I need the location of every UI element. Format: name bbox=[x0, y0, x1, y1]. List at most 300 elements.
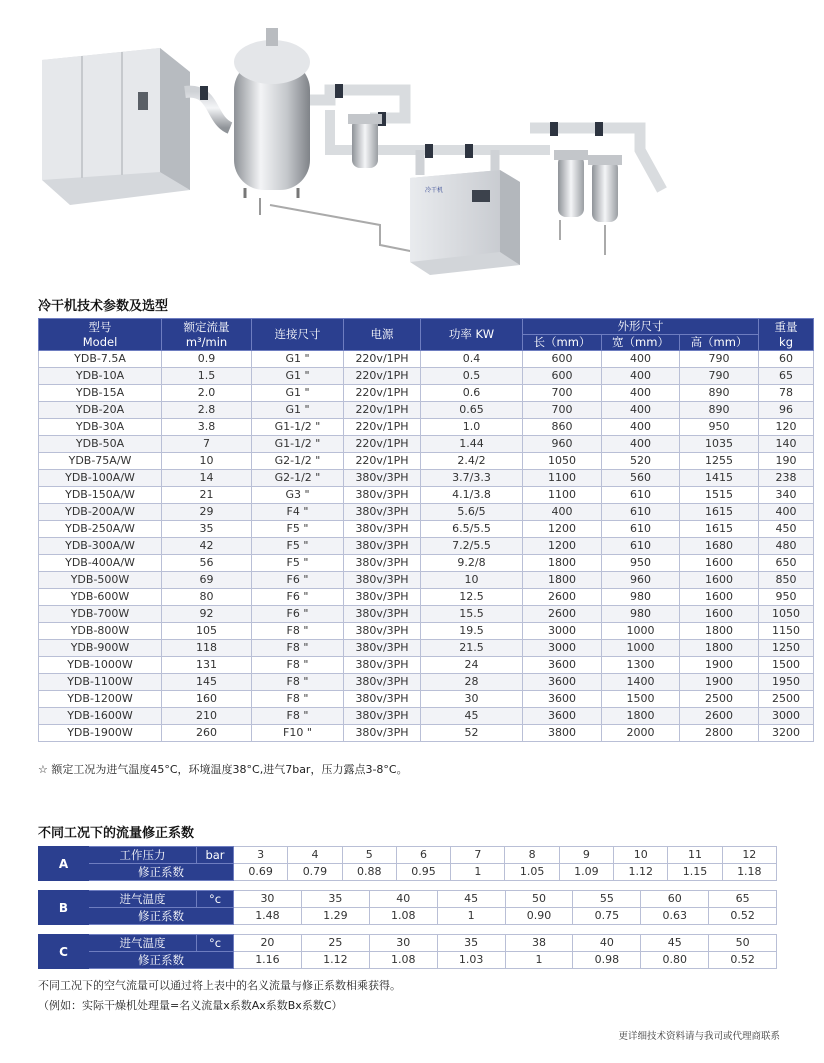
table-a-factor: 1.15 bbox=[668, 864, 722, 881]
system-illustration bbox=[0, 0, 824, 285]
cell-weight: 96 bbox=[759, 402, 814, 419]
cell-model: YDB-300A/W bbox=[39, 538, 162, 555]
cell-width: 520 bbox=[602, 453, 680, 470]
cell-flow: 145 bbox=[162, 674, 252, 691]
cell-flow: 2.8 bbox=[162, 402, 252, 419]
cell-weight: 400 bbox=[759, 504, 814, 521]
cell-model: YDB-30A bbox=[39, 419, 162, 436]
table-a-param: 11 bbox=[668, 847, 722, 864]
table-c-param: 35 bbox=[437, 935, 505, 952]
cell-power-source: 220v/1PH bbox=[344, 436, 421, 453]
cell-height: 890 bbox=[680, 402, 759, 419]
table-c-param-label: 进气温度 bbox=[89, 935, 197, 952]
cell-power: 19.5 bbox=[421, 623, 523, 640]
cell-power: 4.1/3.8 bbox=[421, 487, 523, 504]
cell-power: 45 bbox=[421, 708, 523, 725]
cell-power-source: 380v/3PH bbox=[344, 606, 421, 623]
cell-flow: 14 bbox=[162, 470, 252, 487]
cell-power: 10 bbox=[421, 572, 523, 589]
table-b-unit: °c bbox=[197, 891, 234, 908]
cell-height: 2500 bbox=[680, 691, 759, 708]
cell-flow: 105 bbox=[162, 623, 252, 640]
cell-height: 1800 bbox=[680, 623, 759, 640]
cell-length: 1800 bbox=[523, 572, 602, 589]
cell-power: 24 bbox=[421, 657, 523, 674]
cell-power: 30 bbox=[421, 691, 523, 708]
cell-width: 610 bbox=[602, 521, 680, 538]
table-row bbox=[39, 606, 814, 623]
cell-model: YDB-900W bbox=[39, 640, 162, 657]
cell-length: 2600 bbox=[523, 589, 602, 606]
cell-length: 1100 bbox=[523, 470, 602, 487]
cell-connection: G1 " bbox=[252, 402, 344, 419]
cell-flow: 0.9 bbox=[162, 351, 252, 368]
cell-length: 3600 bbox=[523, 708, 602, 725]
cell-power-source: 220v/1PH bbox=[344, 402, 421, 419]
cell-connection: G1-1/2 " bbox=[252, 419, 344, 436]
cell-power-source: 220v/1PH bbox=[344, 351, 421, 368]
cell-flow: 160 bbox=[162, 691, 252, 708]
table-row bbox=[39, 640, 814, 657]
cell-length: 600 bbox=[523, 351, 602, 368]
cell-width: 400 bbox=[602, 351, 680, 368]
table-a-factor: 0.69 bbox=[234, 864, 288, 881]
cell-power-source: 220v/1PH bbox=[344, 453, 421, 470]
table-c-factor: 1.12 bbox=[301, 952, 369, 969]
cell-flow: 42 bbox=[162, 538, 252, 555]
table-b-factor: 1.48 bbox=[234, 908, 302, 925]
cell-model: YDB-100A/W bbox=[39, 470, 162, 487]
cell-power: 2.4/2 bbox=[421, 453, 523, 470]
cell-flow: 69 bbox=[162, 572, 252, 589]
cell-width: 610 bbox=[602, 487, 680, 504]
cell-power: 9.2/8 bbox=[421, 555, 523, 572]
cell-flow: 1.5 bbox=[162, 368, 252, 385]
cell-flow: 35 bbox=[162, 521, 252, 538]
table-row bbox=[39, 453, 814, 470]
cell-connection: F5 " bbox=[252, 538, 344, 555]
table-row bbox=[39, 470, 814, 487]
cell-power-source: 380v/3PH bbox=[344, 521, 421, 538]
cell-model: YDB-500W bbox=[39, 572, 162, 589]
table-b-param-label: 进气温度 bbox=[89, 891, 197, 908]
cell-height: 1515 bbox=[680, 487, 759, 504]
cell-length: 3600 bbox=[523, 674, 602, 691]
header-weight-unit: kg bbox=[779, 334, 794, 349]
cell-flow: 131 bbox=[162, 657, 252, 674]
air-compressor bbox=[42, 48, 190, 205]
cell-length: 960 bbox=[523, 436, 602, 453]
correction-table-b bbox=[38, 890, 777, 925]
cell-weight: 65 bbox=[759, 368, 814, 385]
table-a-factor: 1.12 bbox=[614, 864, 668, 881]
cell-power-source: 380v/3PH bbox=[344, 725, 421, 742]
header-model-en: Model bbox=[82, 334, 118, 349]
cell-model: YDB-1000W bbox=[39, 657, 162, 674]
table-b-param: 40 bbox=[369, 891, 437, 908]
cell-power-source: 220v/1PH bbox=[344, 419, 421, 436]
cell-power: 0.4 bbox=[421, 351, 523, 368]
cell-weight: 650 bbox=[759, 555, 814, 572]
table-row bbox=[39, 538, 814, 555]
table-c-param: 30 bbox=[369, 935, 437, 952]
cell-power: 5.6/5 bbox=[421, 504, 523, 521]
cell-weight: 3000 bbox=[759, 708, 814, 725]
cell-power-source: 380v/3PH bbox=[344, 623, 421, 640]
cell-connection: F6 " bbox=[252, 606, 344, 623]
cell-height: 1600 bbox=[680, 606, 759, 623]
table-b-factor: 1 bbox=[437, 908, 505, 925]
correction-table-c bbox=[38, 934, 777, 969]
cell-weight: 480 bbox=[759, 538, 814, 555]
cell-length: 1200 bbox=[523, 521, 602, 538]
table-a-param: 8 bbox=[505, 847, 559, 864]
spec-body bbox=[39, 351, 814, 742]
cell-weight: 950 bbox=[759, 589, 814, 606]
cell-connection: F4 " bbox=[252, 504, 344, 521]
cell-weight: 450 bbox=[759, 521, 814, 538]
cell-flow: 2.0 bbox=[162, 385, 252, 402]
cell-height: 1615 bbox=[680, 504, 759, 521]
table-b-param: 50 bbox=[505, 891, 573, 908]
table-a-param: 5 bbox=[342, 847, 396, 864]
cell-flow: 80 bbox=[162, 589, 252, 606]
cell-height: 950 bbox=[680, 419, 759, 436]
header-weight bbox=[759, 319, 814, 351]
cell-width: 1400 bbox=[602, 674, 680, 691]
table-b-param: 55 bbox=[573, 891, 641, 908]
cell-model: YDB-150A/W bbox=[39, 487, 162, 504]
header-width: 宽（mm） bbox=[602, 335, 680, 351]
cell-power: 28 bbox=[421, 674, 523, 691]
header-model-cn: 型号 bbox=[88, 319, 112, 334]
table-row bbox=[39, 504, 814, 521]
cell-weight: 1050 bbox=[759, 606, 814, 623]
table-row bbox=[39, 708, 814, 725]
table-a-factor-label: 修正系数 bbox=[89, 864, 234, 881]
header-length: 长（mm） bbox=[523, 335, 602, 351]
cell-power-source: 380v/3PH bbox=[344, 538, 421, 555]
table-a-param: 4 bbox=[288, 847, 342, 864]
cell-height: 890 bbox=[680, 385, 759, 402]
table-row bbox=[39, 351, 814, 368]
table-c-factor: 0.52 bbox=[709, 952, 777, 969]
cell-connection: G1 " bbox=[252, 351, 344, 368]
cell-power-source: 380v/3PH bbox=[344, 470, 421, 487]
cell-power-source: 380v/3PH bbox=[344, 691, 421, 708]
cell-power-source: 380v/3PH bbox=[344, 674, 421, 691]
table-a-param: 12 bbox=[722, 847, 776, 864]
cell-length: 3600 bbox=[523, 657, 602, 674]
header-power: 功率 KW bbox=[421, 319, 523, 351]
table-a-factor: 1.18 bbox=[722, 864, 776, 881]
table-row bbox=[39, 589, 814, 606]
cell-power-source: 380v/3PH bbox=[344, 504, 421, 521]
cell-flow: 10 bbox=[162, 453, 252, 470]
cell-model: YDB-75A/W bbox=[39, 453, 162, 470]
table-a-letter: A bbox=[39, 847, 89, 881]
cell-weight: 190 bbox=[759, 453, 814, 470]
cell-model: YDB-200A/W bbox=[39, 504, 162, 521]
header-height: 高（mm） bbox=[680, 335, 759, 351]
cell-length: 600 bbox=[523, 368, 602, 385]
table-c-factor: 1 bbox=[505, 952, 573, 969]
spec-table bbox=[38, 318, 814, 742]
cell-model: YDB-15A bbox=[39, 385, 162, 402]
cell-width: 400 bbox=[602, 385, 680, 402]
cell-flow: 92 bbox=[162, 606, 252, 623]
cell-weight: 1250 bbox=[759, 640, 814, 657]
cell-width: 1000 bbox=[602, 640, 680, 657]
table-row bbox=[39, 385, 814, 402]
cell-height: 1900 bbox=[680, 657, 759, 674]
cell-power: 3.7/3.3 bbox=[421, 470, 523, 487]
cell-model: YDB-1200W bbox=[39, 691, 162, 708]
table-b-param: 30 bbox=[234, 891, 302, 908]
cell-length: 400 bbox=[523, 504, 602, 521]
table-a-param: 3 bbox=[234, 847, 288, 864]
table-b-factor-label: 修正系数 bbox=[89, 908, 234, 925]
correction-note-2: （例如：实际干燥机处理量=名义流量x系数Ax系数Bx系数C） bbox=[38, 999, 343, 1012]
cell-weight: 1500 bbox=[759, 657, 814, 674]
table-c-factor-label: 修正系数 bbox=[89, 952, 234, 969]
cell-power: 21.5 bbox=[421, 640, 523, 657]
cell-connection: F8 " bbox=[252, 674, 344, 691]
table-c-unit: °c bbox=[197, 935, 234, 952]
cell-height: 2800 bbox=[680, 725, 759, 742]
table-row bbox=[39, 487, 814, 504]
cell-power-source: 220v/1PH bbox=[344, 385, 421, 402]
table-b-param: 45 bbox=[437, 891, 505, 908]
header-power-source: 电源 bbox=[344, 319, 421, 351]
cell-power: 7.2/5.5 bbox=[421, 538, 523, 555]
cell-width: 1000 bbox=[602, 623, 680, 640]
refrigerated-dryer bbox=[410, 170, 520, 275]
cell-model: YDB-600W bbox=[39, 589, 162, 606]
air-receiver-tank bbox=[234, 28, 310, 198]
table-b-param: 35 bbox=[301, 891, 369, 908]
cell-power-source: 380v/3PH bbox=[344, 572, 421, 589]
table-c-param: 38 bbox=[505, 935, 573, 952]
filter-1 bbox=[348, 114, 382, 168]
table-a-unit: bar bbox=[197, 847, 234, 864]
cell-model: YDB-50A bbox=[39, 436, 162, 453]
cell-length: 1200 bbox=[523, 538, 602, 555]
cell-power-source: 380v/3PH bbox=[344, 640, 421, 657]
cell-model: YDB-250A/W bbox=[39, 521, 162, 538]
table-c-factor: 1.08 bbox=[369, 952, 437, 969]
cell-height: 1600 bbox=[680, 555, 759, 572]
cell-width: 610 bbox=[602, 504, 680, 521]
table-b-param: 65 bbox=[709, 891, 777, 908]
cell-height: 2600 bbox=[680, 708, 759, 725]
cell-height: 1035 bbox=[680, 436, 759, 453]
table-a-param: 7 bbox=[451, 847, 505, 864]
cell-connection: G1 " bbox=[252, 385, 344, 402]
cell-connection: F8 " bbox=[252, 657, 344, 674]
cell-weight: 120 bbox=[759, 419, 814, 436]
header-model bbox=[39, 319, 162, 351]
cell-flow: 56 bbox=[162, 555, 252, 572]
cell-width: 400 bbox=[602, 419, 680, 436]
cell-height: 1415 bbox=[680, 470, 759, 487]
cell-width: 960 bbox=[602, 572, 680, 589]
cell-length: 3800 bbox=[523, 725, 602, 742]
cell-connection: G1 " bbox=[252, 368, 344, 385]
cell-width: 1800 bbox=[602, 708, 680, 725]
table-b-factor: 1.08 bbox=[369, 908, 437, 925]
table-row bbox=[39, 572, 814, 589]
cell-flow: 260 bbox=[162, 725, 252, 742]
cell-power: 15.5 bbox=[421, 606, 523, 623]
cell-model: YDB-400A/W bbox=[39, 555, 162, 572]
cell-length: 700 bbox=[523, 385, 602, 402]
filter-2 bbox=[554, 150, 588, 217]
cell-power: 0.65 bbox=[421, 402, 523, 419]
cell-width: 980 bbox=[602, 606, 680, 623]
table-c-param: 20 bbox=[234, 935, 302, 952]
correction-note-1: 不同工况下的空气流量可以通过将上表中的名义流量与修正系数相乘获得。 bbox=[38, 979, 401, 992]
header-weight-cn: 重量 bbox=[774, 319, 798, 334]
cell-width: 1300 bbox=[602, 657, 680, 674]
cell-flow: 7 bbox=[162, 436, 252, 453]
cell-power: 0.6 bbox=[421, 385, 523, 402]
cell-length: 3000 bbox=[523, 623, 602, 640]
table-c-factor: 1.03 bbox=[437, 952, 505, 969]
correction-table-a bbox=[38, 846, 777, 881]
cell-flow: 118 bbox=[162, 640, 252, 657]
table-a-factor: 0.88 bbox=[342, 864, 396, 881]
cell-connection: G1-1/2 " bbox=[252, 436, 344, 453]
table-row bbox=[39, 419, 814, 436]
table-c-factor: 0.80 bbox=[641, 952, 709, 969]
table-b-factor: 0.52 bbox=[709, 908, 777, 925]
header-flow-cn: 额定流量 bbox=[183, 319, 230, 334]
header-dimensions: 外形尺寸 bbox=[523, 319, 759, 335]
table-row bbox=[39, 623, 814, 640]
cell-height: 790 bbox=[680, 368, 759, 385]
cell-connection: G3 " bbox=[252, 487, 344, 504]
cell-model: YDB-20A bbox=[39, 402, 162, 419]
table-row bbox=[39, 674, 814, 691]
cell-width: 400 bbox=[602, 436, 680, 453]
table-a-factor: 1 bbox=[451, 864, 505, 881]
cell-height: 1615 bbox=[680, 521, 759, 538]
spec-title: 冷干机技术参数及选型 bbox=[38, 299, 169, 314]
table-c-param: 50 bbox=[709, 935, 777, 952]
cell-length: 2600 bbox=[523, 606, 602, 623]
cell-power-source: 380v/3PH bbox=[344, 589, 421, 606]
table-c-factor: 0.98 bbox=[573, 952, 641, 969]
cell-power-source: 220v/1PH bbox=[344, 368, 421, 385]
cell-height: 790 bbox=[680, 351, 759, 368]
cell-width: 980 bbox=[602, 589, 680, 606]
table-row bbox=[39, 436, 814, 453]
header-flow-unit: m³/min bbox=[185, 334, 228, 349]
table-b-factor: 1.29 bbox=[301, 908, 369, 925]
table-row bbox=[39, 657, 814, 674]
cell-power: 52 bbox=[421, 725, 523, 742]
cell-model: YDB-1100W bbox=[39, 674, 162, 691]
cell-connection: F10 " bbox=[252, 725, 344, 742]
cell-width: 610 bbox=[602, 538, 680, 555]
cell-weight: 1950 bbox=[759, 674, 814, 691]
correction-title: 不同工况下的流量修正系数 bbox=[38, 826, 195, 841]
cell-width: 2000 bbox=[602, 725, 680, 742]
cell-power: 12.5 bbox=[421, 589, 523, 606]
table-row bbox=[39, 368, 814, 385]
cell-flow: 210 bbox=[162, 708, 252, 725]
table-row bbox=[39, 691, 814, 708]
table-b-factor: 0.90 bbox=[505, 908, 573, 925]
spec-note: ☆ 额定工况为进气温度45°C，环境温度38°C,进气7bar，压力露点3-8°C。 bbox=[38, 763, 408, 776]
cell-weight: 140 bbox=[759, 436, 814, 453]
table-c-param: 45 bbox=[641, 935, 709, 952]
table-a-param: 9 bbox=[559, 847, 613, 864]
cell-length: 1050 bbox=[523, 453, 602, 470]
cell-flow: 21 bbox=[162, 487, 252, 504]
cell-height: 1600 bbox=[680, 589, 759, 606]
cell-length: 700 bbox=[523, 402, 602, 419]
cell-length: 3000 bbox=[523, 640, 602, 657]
cell-connection: G2-1/2 " bbox=[252, 470, 344, 487]
cell-connection: F8 " bbox=[252, 640, 344, 657]
cell-length: 860 bbox=[523, 419, 602, 436]
table-row bbox=[39, 521, 814, 538]
cell-width: 1500 bbox=[602, 691, 680, 708]
cell-height: 1255 bbox=[680, 453, 759, 470]
cell-model: YDB-7.5A bbox=[39, 351, 162, 368]
cell-model: YDB-800W bbox=[39, 623, 162, 640]
cell-width: 400 bbox=[602, 368, 680, 385]
cell-power: 1.44 bbox=[421, 436, 523, 453]
table-a-param: 6 bbox=[396, 847, 450, 864]
cell-weight: 850 bbox=[759, 572, 814, 589]
cell-power: 0.5 bbox=[421, 368, 523, 385]
cell-height: 1680 bbox=[680, 538, 759, 555]
cell-flow: 29 bbox=[162, 504, 252, 521]
header-connection: 连接尺寸 bbox=[252, 319, 344, 351]
header-flow bbox=[162, 319, 252, 351]
cell-width: 950 bbox=[602, 555, 680, 572]
table-row bbox=[39, 725, 814, 742]
cell-connection: F6 " bbox=[252, 589, 344, 606]
table-a-factor: 0.95 bbox=[396, 864, 450, 881]
cell-connection: F5 " bbox=[252, 521, 344, 538]
cell-weight: 3200 bbox=[759, 725, 814, 742]
cell-connection: F8 " bbox=[252, 623, 344, 640]
table-b-letter: B bbox=[39, 891, 89, 925]
cell-connection: F8 " bbox=[252, 708, 344, 725]
table-b-factor: 0.75 bbox=[573, 908, 641, 925]
cell-weight: 340 bbox=[759, 487, 814, 504]
cell-power: 1.0 bbox=[421, 419, 523, 436]
cell-model: YDB-700W bbox=[39, 606, 162, 623]
table-a-factor: 0.79 bbox=[288, 864, 342, 881]
cell-weight: 60 bbox=[759, 351, 814, 368]
cell-weight: 2500 bbox=[759, 691, 814, 708]
table-c-param: 40 bbox=[573, 935, 641, 952]
table-c-letter: C bbox=[39, 935, 89, 969]
cell-model: YDB-10A bbox=[39, 368, 162, 385]
filter-3 bbox=[588, 155, 622, 222]
cell-connection: F5 " bbox=[252, 555, 344, 572]
table-c-param: 25 bbox=[301, 935, 369, 952]
cell-power-source: 380v/3PH bbox=[344, 555, 421, 572]
cell-connection: F8 " bbox=[252, 691, 344, 708]
footer-contact: 更详细技术资料请与我司或代理商联系 bbox=[618, 1031, 780, 1042]
cell-power-source: 380v/3PH bbox=[344, 487, 421, 504]
